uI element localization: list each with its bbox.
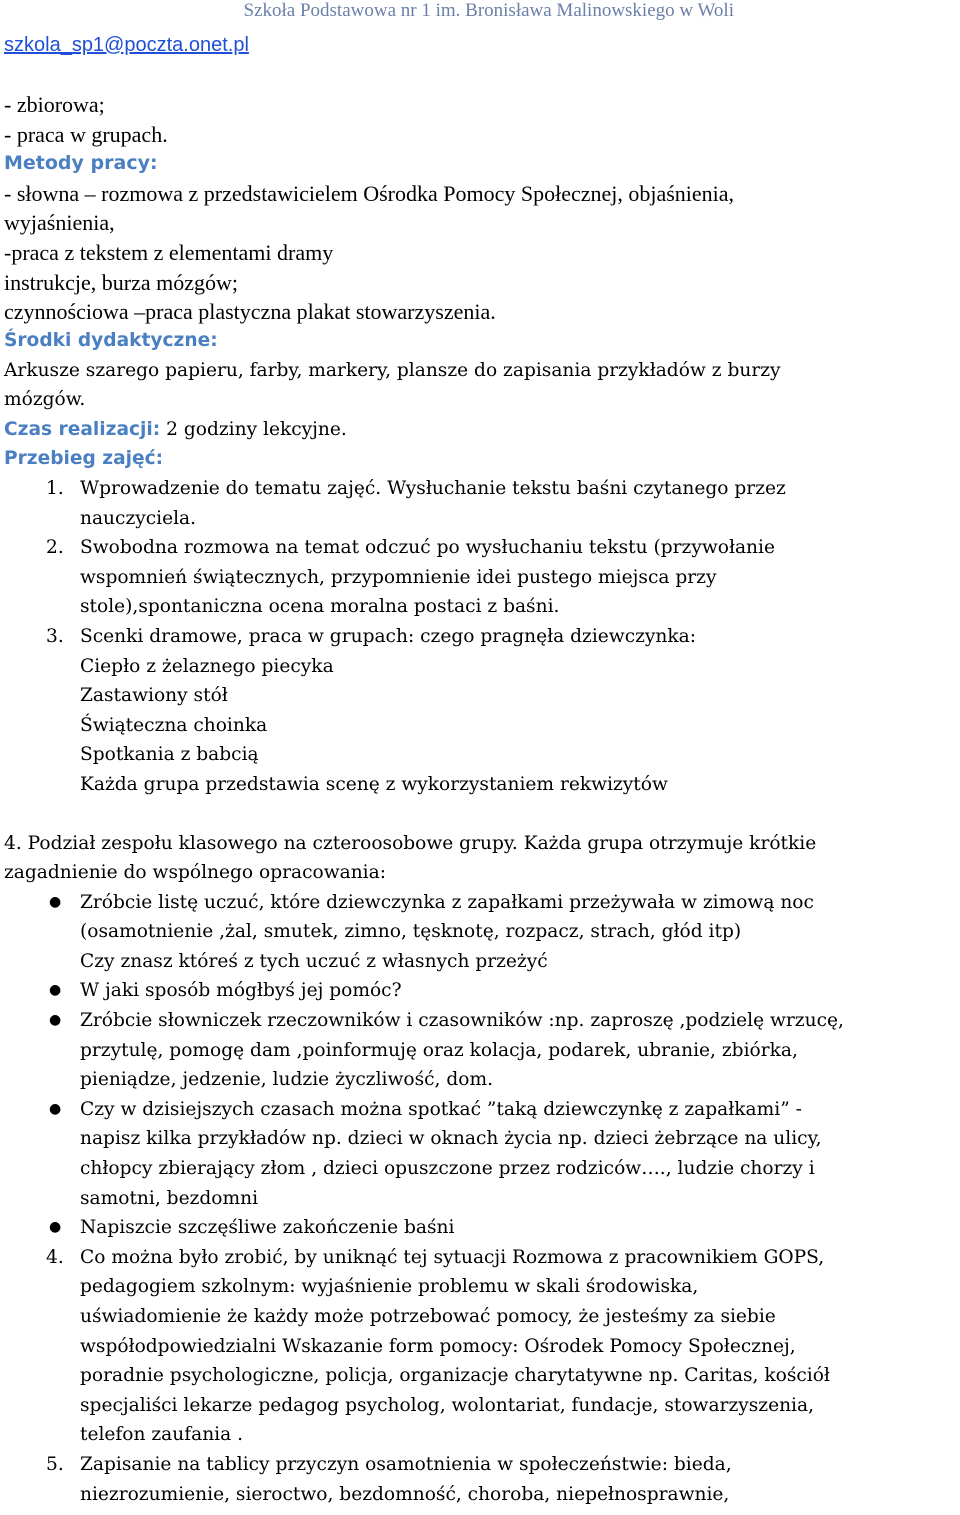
methods-line: - słowna – rozmowa z przedstawicielem Ośrodka Pomocy Społecznej, objaśnienia, — [4, 180, 735, 206]
aids-heading: Środki dydaktyczne: — [4, 330, 218, 351]
methods-line: instrukcje, burza mózgów; — [4, 269, 238, 295]
bullet-line: samotni, bezdomni — [80, 1187, 259, 1209]
item-line: Co można było zrobić, by uniknąć tej sytuacji Rozmowa z pracownikiem GOPS, — [80, 1246, 825, 1268]
bullet-icon: ● — [49, 1219, 62, 1236]
item-number: 1. — [46, 477, 64, 499]
intro-line: - praca w grupach. — [4, 121, 168, 147]
intro-line: - zbiorowa; — [4, 92, 105, 117]
item-line: współodpowiedzialni Wskazanie form pomocy: Ośrodek Pomocy Społecznej, — [80, 1335, 796, 1357]
item-number: 4. — [46, 1246, 64, 1268]
item-number: 3. — [46, 625, 64, 647]
para4-line: zagadnienie do wspólnego opracowania: — [4, 862, 386, 884]
para4-line: 4. Podział zespołu klasowego na czteroosobowe grupy. Każda grupa otrzymuje krótkie — [4, 832, 817, 854]
course-item-2 — [4, 533, 956, 622]
spacer — [4, 800, 956, 829]
item-line: Świąteczna choinka — [80, 714, 268, 736]
item-line: nauczyciela. — [80, 507, 197, 529]
header-email-link[interactable]: szkola_sp1@poczta.onet.pl — [4, 34, 249, 56]
bullet-item-2 — [4, 976, 956, 1006]
course-item-1 — [4, 474, 956, 533]
bullet-line: Zróbcie słowniczek rzeczowników i czasowników :np. zaproszę ,podzielę wrzucę, — [80, 1010, 844, 1032]
methods-line: czynnościowa –praca plastyczna plakat stowarzyszenia. — [4, 299, 496, 325]
bullet-item-3 — [4, 1006, 956, 1095]
item-line: Scenki dramowe, praca w grupach: czego pragnęła dziewczynka: — [80, 625, 696, 647]
item-line: Wprowadzenie do tematu zajęć. Wysłuchanie tekstu baśni czytanego przez — [80, 477, 786, 499]
time-line — [4, 415, 956, 445]
item-line: Zastawiony stół — [80, 685, 228, 707]
course-item-5 — [4, 1450, 956, 1509]
item-line: specjaliści lekarze pedagog psycholog, wolontariat, fundacje, stowarzyszenia, — [80, 1394, 814, 1416]
item-line: telefon zaufania . — [80, 1424, 244, 1446]
aids-line: mózgów. — [4, 389, 86, 411]
bullet-line: Zróbcie listę uczuć, które dziewczynka z zapałkami przeżywała w zimową noc — [80, 891, 814, 913]
methods-line: -praca z tekstem z elementami dramy — [4, 239, 334, 265]
bullet-line: (osamotnienie ,żal, smutek, zimno, tęsknotę, rozpacz, strach, głód itp) — [80, 921, 742, 943]
bullet-item-4 — [4, 1095, 956, 1213]
bullet-line: Napiszcie szczęśliwe zakończenie baśni — [80, 1217, 455, 1239]
item-line: Ciepło z żelaznego piecyka — [80, 655, 334, 677]
item-line: poradnie psychologiczne, policja, organizacje charytatywne np. Caritas, kościół — [80, 1365, 830, 1387]
course-item-4b — [4, 1243, 956, 1450]
header-school-name: Szkoła Podstawowa nr 1 im. Bronisława Malinowskiego w Woli — [243, 0, 734, 21]
course-heading: Przebieg zajęć: — [4, 448, 164, 470]
item-line: wspomnień świątecznych, przypomnienie idei pustego miejsca przy — [80, 566, 717, 588]
methods-heading: Metody pracy: — [4, 152, 158, 175]
item-line: pedagogiem szkolnym: wyjaśnienie problemu w skali środowiska, — [80, 1276, 699, 1298]
item-number: 2. — [46, 537, 64, 559]
item-number: 5. — [46, 1453, 64, 1475]
item-line: niezrozumienie, sieroctwo, bezdomność, choroba, niepełnosprawnie, — [80, 1483, 730, 1505]
bullet-line: napisz kilka przykładów np. dzieci w oknach życia np. dzieci żebrzące na ulicy, — [80, 1128, 822, 1150]
bullet-line: pieniądze, jedzenie, ludzie życzliwość, dom. — [80, 1069, 494, 1091]
time-text: 2 godziny lekcyjne. — [160, 418, 347, 440]
item-line: stole),spontaniczna ocena moralna postaci z baśni. — [80, 596, 560, 618]
bullet-line: chłopcy zbierający złom , dzieci opuszczone przez rodziców…., ludzie chorzy i — [80, 1158, 815, 1180]
item-line: uświadomienie że każdy może potrzebować pomocy, że jesteśmy za siebie — [80, 1306, 776, 1327]
item-line: Każda grupa przedstawia scenę z wykorzystaniem rekwizytów — [80, 773, 668, 795]
time-heading: Czas realizacji: — [4, 418, 161, 440]
bullet-icon: ● — [49, 982, 62, 999]
course-item-3 — [4, 622, 956, 800]
aids-line: Arkusze szarego papieru, farby, markery, plansze do zapisania przykładów z burzy — [4, 359, 781, 381]
bullet-line: Czy znasz któreś z tych uczuć z własnych przeżyć — [80, 950, 548, 972]
bullet-item-5 — [4, 1213, 956, 1243]
bullet-icon: ● — [49, 893, 62, 910]
item-line: Zapisanie na tablicy przyczyn osamotnienia w społeczeństwie: bieda, — [80, 1453, 732, 1475]
methods-line: wyjaśnienia, — [4, 210, 115, 236]
top-section — [4, 90, 954, 327]
bullet-item-1 — [4, 888, 956, 977]
bullet-line: W jaki sposób mógłbyś jej pomóc? — [80, 980, 402, 1002]
document-body — [4, 326, 956, 1509]
item-line: Swobodna rozmowa na temat odczuć po wysłuchaniu tekstu (przywołanie — [80, 537, 775, 559]
bullet-line: przytulę, pomogę dam ,poinformuję oraz kolacja, podarek, ubranie, zbiórka, — [80, 1039, 798, 1061]
bullet-line: Czy w dzisiejszych czasach można spotkać ”taką dziewczynkę z zapałkami” - — [80, 1098, 802, 1120]
bullet-icon: ● — [49, 1100, 62, 1117]
bullet-icon: ● — [49, 1012, 62, 1029]
item-line: Spotkania z babcią — [80, 744, 259, 766]
